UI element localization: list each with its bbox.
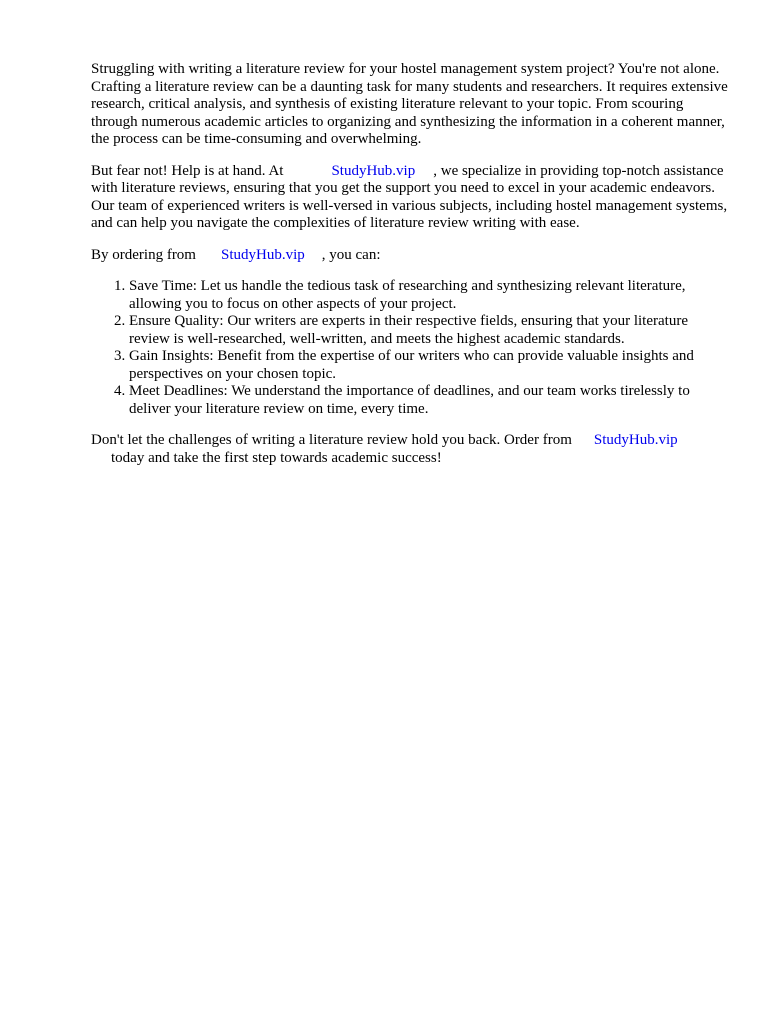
studyhub-link-2[interactable]: StudyHub.vip xyxy=(220,246,305,263)
help-text-after: , we specialize in providing top-notch assistance with literature reviews, ensuring that you get the support you need to excel in your academic endeavors. Our team of experienced writers is well-versed in various subjects, including hostel management systems, and can help you navigate the complexities of literature review writing with ease. xyxy=(91,162,728,231)
ordering-text-after: , you can: xyxy=(321,246,381,263)
help-text-before: But fear not! Help is at hand. At xyxy=(91,162,284,179)
closing-text-before: Don't let the challenges of writing a literature review hold you back. Order from xyxy=(91,432,572,448)
ordering-paragraph xyxy=(91,247,731,265)
intro-paragraph: Struggling with writing a literature review for your hostel management system project? You're not alone. Crafting a literature review can be a daunting task for many students and researchers. It requires extensive research, critical analysis, and synthesis of existing literature relevant to your topic. From scouring through numerous academic articles to organizing and synthesizing the information in a coherent manner, the process can be time-consuming and overwhelming. xyxy=(91,61,728,147)
list-item: 4. Meet Deadlines: We understand the importance of deadlines, and our team works tirelessly to deliver your literature review on time, every time. xyxy=(129,383,731,418)
list-item: 1. Save Time: Let us handle the tedious task of researching and synthesizing relevant literature, allowing you to focus on other aspects of your project. xyxy=(129,278,731,313)
list-item: 2. Ensure Quality: Our writers are experts in their respective fields, ensuring that your literature review is well-researched, well-written, and meets the highest academic standards. xyxy=(129,313,731,348)
studyhub-link-1[interactable]: StudyHub.vip xyxy=(331,162,416,179)
ordering-text-before: By ordering from xyxy=(91,246,196,263)
closing-paragraph xyxy=(91,432,731,467)
list-item: 3. Gain Insights: Benefit from the expertise of our writers who can provide valuable insights and perspectives on your chosen topic. xyxy=(129,348,731,383)
closing-text-after: today and take the first step towards academic success! xyxy=(111,449,442,466)
studyhub-link-3[interactable]: StudyHub.vip xyxy=(593,432,678,448)
help-paragraph xyxy=(91,163,731,233)
benefits-list xyxy=(91,278,731,418)
document-page xyxy=(91,61,731,481)
